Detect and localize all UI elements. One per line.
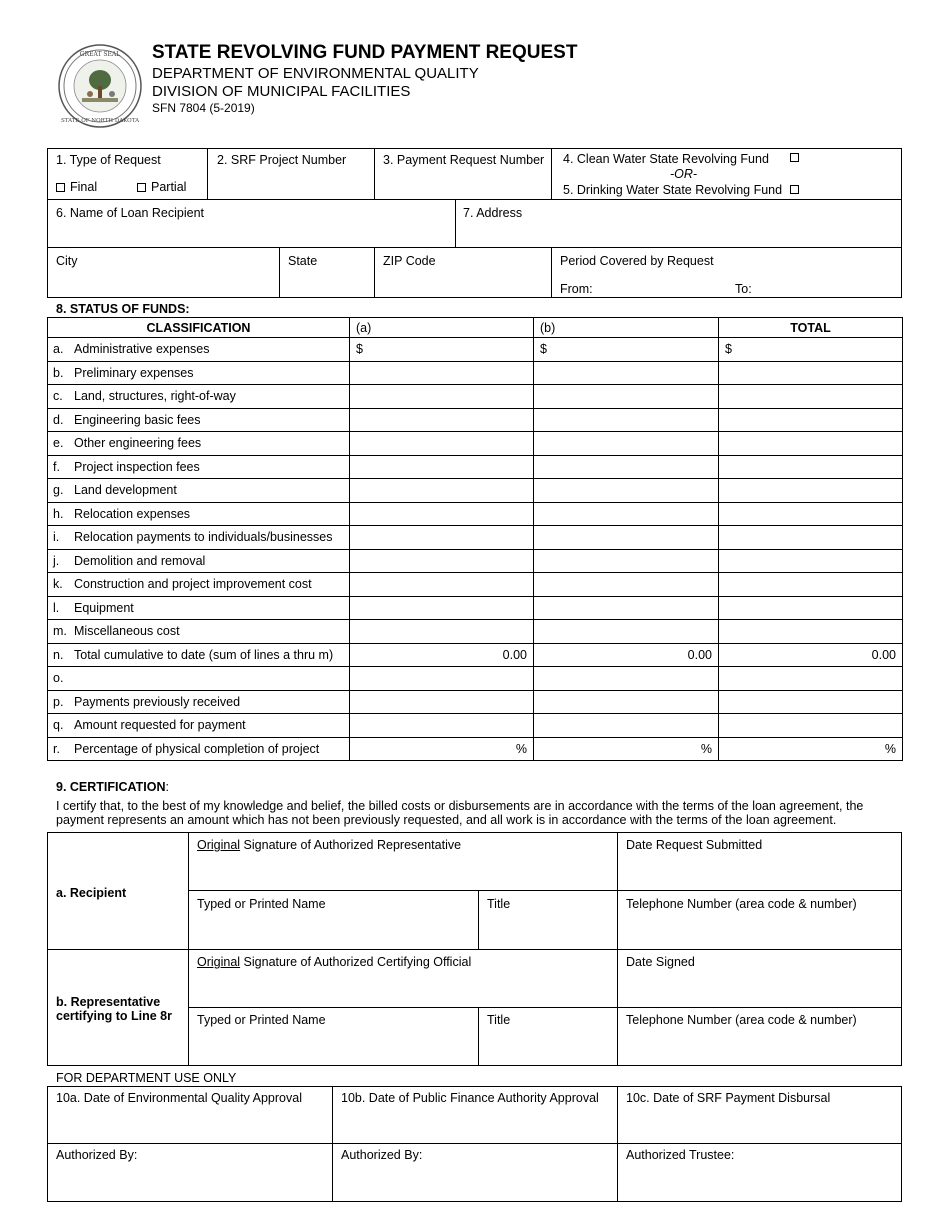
funds-row-letter: r. <box>53 741 60 756</box>
funds-total-input[interactable] <box>719 596 903 620</box>
drinking-water-checkbox[interactable] <box>790 185 799 194</box>
funds-row <box>48 432 903 456</box>
funds-a-input[interactable] <box>350 385 534 409</box>
funds-row-letter: a. <box>53 342 64 357</box>
funds-row-letter: p. <box>53 694 64 709</box>
funds-b-input[interactable] <box>534 690 719 714</box>
funds-a-input[interactable]: $ <box>350 338 534 362</box>
funds-total-input[interactable] <box>719 526 903 550</box>
final-option[interactable]: Final <box>56 180 97 194</box>
funds-classification-cell <box>48 620 350 644</box>
funds-a-input[interactable] <box>350 573 534 597</box>
funds-row <box>48 573 903 597</box>
official-signature-field[interactable]: Original Signature of Authorized Certifying Official <box>197 955 472 969</box>
funds-row <box>48 549 903 573</box>
col-b: (b) <box>534 318 719 338</box>
funds-a-input[interactable] <box>350 455 534 479</box>
col-total: TOTAL <box>719 318 903 338</box>
funds-b-input[interactable] <box>534 620 719 644</box>
funds-row-letter: h. <box>53 506 64 521</box>
funds-row-letter: q. <box>53 718 64 733</box>
certification-text: I certify that, to the best of my knowledge and belief, the billed costs or disbursements are in accordance with the terms of the loan agreement, the payment represents an amount which has not been previously requested, and all work is in accordance with the terms of the loan agreement. <box>56 799 864 827</box>
funds-row-label: Construction and project improvement cost <box>74 577 312 592</box>
funds-classification-cell <box>48 432 350 456</box>
funds-row-label: Other engineering fees <box>74 436 202 451</box>
funds-b-input[interactable] <box>534 549 719 573</box>
funds-row-label: Land development <box>74 483 177 498</box>
funds-row-label: Payments previously received <box>74 694 241 709</box>
authorized-by-pfa-field[interactable]: Authorized By: <box>341 1148 423 1162</box>
state-seal-image <box>58 44 142 128</box>
funds-row-label: Relocation payments to individuals/businesses <box>74 530 333 545</box>
funds-a-input[interactable] <box>350 667 534 691</box>
period-covered-label: Period Covered by Request <box>560 254 714 268</box>
department-use-heading: FOR DEPARTMENT USE ONLY <box>56 1071 237 1085</box>
funds-classification-cell <box>48 385 350 409</box>
funds-b-input[interactable] <box>534 432 719 456</box>
authorized-by-env-field[interactable]: Authorized By: <box>56 1148 138 1162</box>
funds-row-label: Miscellaneous cost <box>74 624 180 639</box>
funds-classification-cell <box>48 455 350 479</box>
funds-a-input[interactable] <box>350 526 534 550</box>
funds-classification-cell <box>48 714 350 738</box>
funds-row <box>48 479 903 503</box>
funds-a-input[interactable] <box>350 502 534 526</box>
funds-classification-cell <box>48 596 350 620</box>
certification-title: 9. CERTIFICATION: <box>56 780 169 794</box>
col-classification: CLASSIFICATION <box>48 318 350 338</box>
disbursal-date-field[interactable]: 10c. Date of SRF Payment Disbursal <box>626 1091 831 1105</box>
funds-total-input[interactable]: % <box>719 737 903 761</box>
funds-row-letter: m. <box>53 624 67 639</box>
funds-row <box>48 714 903 738</box>
funds-classification-cell <box>48 549 350 573</box>
funds-row-letter: o. <box>53 671 64 686</box>
form-title: STATE REVOLVING FUND PAYMENT REQUEST <box>152 42 578 63</box>
funds-total-input[interactable] <box>719 573 903 597</box>
representative-label: b. Representative certifying to Line 8r <box>56 995 172 1023</box>
funds-total-input[interactable] <box>719 549 903 573</box>
loan-recipient-field[interactable]: 6. Name of Loan Recipient <box>56 206 205 220</box>
funds-b-input[interactable]: $ <box>534 338 719 362</box>
department-name: DEPARTMENT OF ENVIRONMENTAL QUALITY <box>152 65 479 82</box>
funds-a-input[interactable]: 0.00 <box>350 643 534 667</box>
funds-total-input[interactable] <box>719 690 903 714</box>
division-name: DIVISION OF MUNICIPAL FACILITIES <box>152 83 411 100</box>
funds-row-letter: j. <box>53 553 60 568</box>
funds-b-input[interactable] <box>534 361 719 385</box>
funds-total-input[interactable] <box>719 502 903 526</box>
funds-a-input[interactable] <box>350 479 534 503</box>
funds-row-letter: l. <box>53 600 60 615</box>
funds-row-letter: i. <box>53 530 60 545</box>
funds-classification-cell <box>48 690 350 714</box>
funds-row-letter: n. <box>53 647 64 662</box>
payment-request-number-field[interactable]: 3. Payment Request Number <box>383 153 545 167</box>
clean-water-checkbox[interactable] <box>790 153 799 162</box>
date-signed-field[interactable]: Date Signed <box>626 955 695 969</box>
funds-total-input[interactable] <box>719 479 903 503</box>
funds-b-input[interactable]: % <box>534 737 719 761</box>
funds-header-row <box>48 318 903 338</box>
funds-total-input[interactable]: 0.00 <box>719 643 903 667</box>
funds-classification-cell <box>48 502 350 526</box>
funds-a-input[interactable] <box>350 714 534 738</box>
funds-row <box>48 526 903 550</box>
funds-row-label: Amount requested for payment <box>74 718 246 733</box>
partial-option[interactable]: Partial <box>137 180 186 194</box>
funds-row-label: Total cumulative to date (sum of lines a thru m) <box>74 647 334 662</box>
funds-row <box>48 455 903 479</box>
official-telephone-field[interactable]: Telephone Number (area code & number) <box>626 1013 857 1027</box>
funds-row-label: Equipment <box>74 600 134 615</box>
funds-b-input[interactable]: 0.00 <box>534 643 719 667</box>
funds-a-input[interactable]: % <box>350 737 534 761</box>
partial-checkbox[interactable] <box>137 183 146 192</box>
funds-row-letter: g. <box>53 483 64 498</box>
funds-row <box>48 643 903 667</box>
funds-row-label: Engineering basic fees <box>74 412 201 427</box>
funds-row <box>48 338 903 362</box>
funds-row <box>48 690 903 714</box>
funds-a-input[interactable] <box>350 596 534 620</box>
funds-a-input[interactable] <box>350 361 534 385</box>
funds-classification-cell <box>48 643 350 667</box>
funds-row <box>48 361 903 385</box>
type-of-request-label: 1. Type of Request <box>56 153 161 167</box>
final-checkbox[interactable] <box>56 183 65 192</box>
funds-row-label: Preliminary expenses <box>74 365 194 380</box>
funds-row <box>48 385 903 409</box>
funds-classification-cell <box>48 361 350 385</box>
city-field[interactable]: City <box>56 254 78 268</box>
request-info-block <box>47 148 902 298</box>
funds-classification-cell <box>48 573 350 597</box>
funds-row <box>48 408 903 432</box>
funds-total-input[interactable] <box>719 408 903 432</box>
authorized-trustee-field[interactable]: Authorized Trustee: <box>626 1148 735 1162</box>
funds-row-letter: d. <box>53 412 64 427</box>
funds-row-label: Administrative expenses <box>74 342 210 357</box>
funds-a-input[interactable] <box>350 408 534 432</box>
official-title-field[interactable]: Title <box>487 1013 511 1027</box>
funds-b-input[interactable] <box>534 455 719 479</box>
svg-text:GREAT SEAL: GREAT SEAL <box>79 51 121 58</box>
funds-row-letter: f. <box>53 459 60 474</box>
form-number: SFN 7804 (5-2019) <box>152 101 255 115</box>
funds-row-label: Percentage of physical completion of project <box>74 741 320 756</box>
rep-telephone-field[interactable]: Telephone Number (area code & number) <box>626 897 857 911</box>
rep-signature-field[interactable]: Original Signature of Authorized Representative <box>197 838 462 852</box>
funds-row-label: Demolition and removal <box>74 553 206 568</box>
status-of-funds-title: 8. STATUS OF FUNDS: <box>56 302 190 316</box>
funds-a-input[interactable] <box>350 432 534 456</box>
funds-b-input[interactable] <box>534 667 719 691</box>
funds-b-input[interactable] <box>534 596 719 620</box>
period-to-field[interactable]: To: <box>735 282 752 296</box>
drinking-water-label: 5. Drinking Water State Revolving Fund <box>563 183 783 197</box>
funds-row <box>48 667 903 691</box>
funds-row-letter: e. <box>53 436 64 451</box>
srf-project-number-field[interactable]: 2. SRF Project Number <box>217 153 347 167</box>
funds-total-input[interactable] <box>719 361 903 385</box>
address-field[interactable]: 7. Address <box>463 206 523 220</box>
official-typed-name-field[interactable]: Typed or Printed Name <box>197 1013 326 1027</box>
funds-total-input[interactable] <box>719 620 903 644</box>
or-label: -OR- <box>670 167 698 181</box>
funds-classification-cell <box>48 408 350 432</box>
zip-field[interactable]: ZIP Code <box>383 254 436 268</box>
funds-total-input[interactable] <box>719 432 903 456</box>
funds-total-input[interactable] <box>719 455 903 479</box>
pfa-approval-field[interactable]: 10b. Date of Public Finance Authority Approval <box>341 1091 599 1105</box>
funds-a-input[interactable] <box>350 620 534 644</box>
svg-text:STATE OF NORTH DAKOTA: STATE OF NORTH DAKOTA <box>60 118 140 124</box>
funds-row <box>48 620 903 644</box>
funds-classification-cell <box>48 526 350 550</box>
funds-a-input[interactable] <box>350 549 534 573</box>
recipient-label: a. Recipient <box>56 886 127 900</box>
funds-classification-cell <box>48 737 350 761</box>
funds-total-input[interactable] <box>719 714 903 738</box>
rep-typed-name-field[interactable]: Typed or Printed Name <box>197 897 326 911</box>
funds-row-label: Land, structures, right-of-way <box>74 389 236 404</box>
funds-row <box>48 737 903 761</box>
col-a: (a) <box>350 318 534 338</box>
funds-b-input[interactable] <box>534 502 719 526</box>
funds-b-input[interactable] <box>534 385 719 409</box>
state-field[interactable]: State <box>288 254 318 268</box>
funds-classification-cell <box>48 338 350 362</box>
funds-row-letter: b. <box>53 365 64 380</box>
funds-row-letter: c. <box>53 389 63 404</box>
funds-row-label: Project inspection fees <box>74 459 200 474</box>
funds-b-input[interactable] <box>534 526 719 550</box>
funds-total-input[interactable] <box>719 667 903 691</box>
rep-title-field[interactable]: Title <box>487 897 511 911</box>
funds-row-letter: k. <box>53 577 63 592</box>
funds-total-input[interactable] <box>719 385 903 409</box>
funds-a-input[interactable] <box>350 690 534 714</box>
funds-row <box>48 502 903 526</box>
funds-b-input[interactable] <box>534 408 719 432</box>
funds-total-input[interactable]: $ <box>719 338 903 362</box>
funds-b-input[interactable] <box>534 573 719 597</box>
period-from-field[interactable]: From: <box>560 282 593 296</box>
funds-classification-cell <box>48 667 350 691</box>
status-of-funds-table <box>47 317 903 761</box>
funds-b-input[interactable] <box>534 714 719 738</box>
date-submitted-field[interactable]: Date Request Submitted <box>626 838 763 852</box>
clean-water-label: 4. Clean Water State Revolving Fund <box>563 152 769 166</box>
env-approval-field[interactable]: 10a. Date of Environmental Quality Approval <box>56 1091 302 1105</box>
funds-b-input[interactable] <box>534 479 719 503</box>
funds-row <box>48 596 903 620</box>
funds-classification-cell <box>48 479 350 503</box>
funds-row-label: Relocation expenses <box>74 506 191 521</box>
